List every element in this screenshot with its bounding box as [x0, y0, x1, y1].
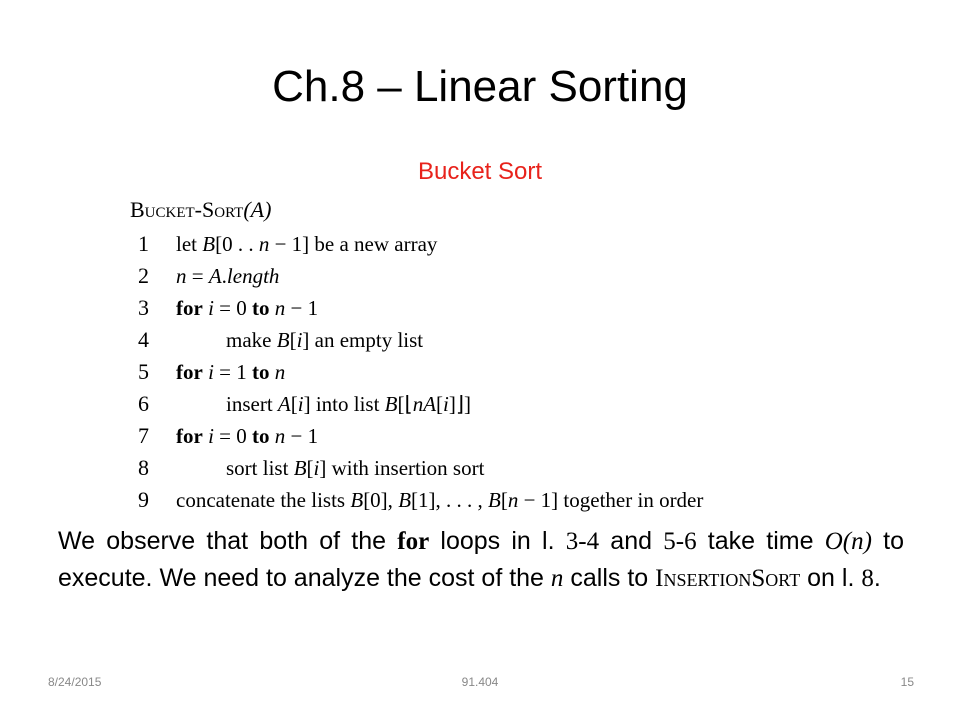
- algorithm-name-hyphen: -: [194, 197, 202, 222]
- line-number-ref: 8: [861, 565, 874, 592]
- slide-title: Ch.8 – Linear Sorting: [272, 62, 688, 111]
- pseudocode-block: [130, 192, 870, 516]
- algorithm-name-part: Bucket: [130, 197, 195, 222]
- code-line: [130, 324, 870, 356]
- code-line: [130, 356, 870, 388]
- code-line: [130, 484, 870, 516]
- algorithm-name-part: Sort: [202, 197, 244, 222]
- keyword-for: for: [397, 528, 430, 555]
- code-line: [130, 388, 870, 420]
- code-line: [130, 452, 870, 484]
- line-number: 1: [138, 231, 149, 256]
- text-run: and: [599, 527, 664, 555]
- code-text: make B[i] an empty list: [226, 328, 424, 352]
- code-text: for i = 1 to n: [176, 360, 286, 384]
- code-line: [130, 420, 870, 452]
- footer-date: 8/24/2015: [48, 675, 102, 689]
- line-number: 3: [138, 295, 149, 320]
- line-number: 4: [138, 327, 149, 352]
- code-line: [130, 228, 870, 260]
- line-number: 5: [138, 359, 149, 384]
- explanation-paragraph: [58, 523, 904, 597]
- algorithm-name: [130, 192, 870, 228]
- line-number: 6: [138, 391, 149, 416]
- line-number: 9: [138, 487, 149, 512]
- footer-course: 91.404: [461, 675, 499, 689]
- line-range: 5-6: [663, 528, 697, 555]
- line-number: 2: [138, 263, 149, 288]
- code-line: [130, 292, 870, 324]
- text-run: on l.: [800, 564, 862, 592]
- code-text: for i = 0 to n − 1: [176, 296, 319, 320]
- line-range: 3-4: [565, 528, 600, 555]
- code-text: insert A[i] into list B[⌊nA[i]⌋]: [226, 392, 472, 416]
- text-run: to execute. We need to analyze the cost of the: [58, 527, 905, 592]
- code-text: let B[0 . . n − 1] be a new array: [176, 232, 438, 256]
- variable-n: n: [550, 565, 564, 592]
- text-run: take time: [696, 527, 825, 555]
- algorithm-argument: (A): [243, 197, 272, 222]
- big-o-expression: O(n): [824, 528, 872, 555]
- text-run: .: [873, 564, 881, 592]
- code-text: sort list B[i] with insertion sort: [226, 456, 485, 480]
- text-run: loops in l.: [429, 527, 566, 555]
- code-line: [130, 260, 870, 292]
- footer-page-number: 15: [900, 675, 914, 689]
- slide-subtitle: Bucket Sort: [417, 158, 543, 185]
- text-run: calls to: [563, 564, 656, 592]
- code-text: n = A.length: [176, 264, 280, 288]
- line-number: 7: [138, 423, 149, 448]
- line-number: 8: [138, 455, 149, 480]
- code-text: concatenate the lists B[0], B[1], . . . , B[n − 1] together in order: [176, 488, 704, 512]
- text-run: We observe that both of the: [58, 527, 398, 555]
- procedure-name: InsertionSort: [655, 565, 801, 592]
- code-text: for i = 0 to n − 1: [176, 424, 319, 448]
